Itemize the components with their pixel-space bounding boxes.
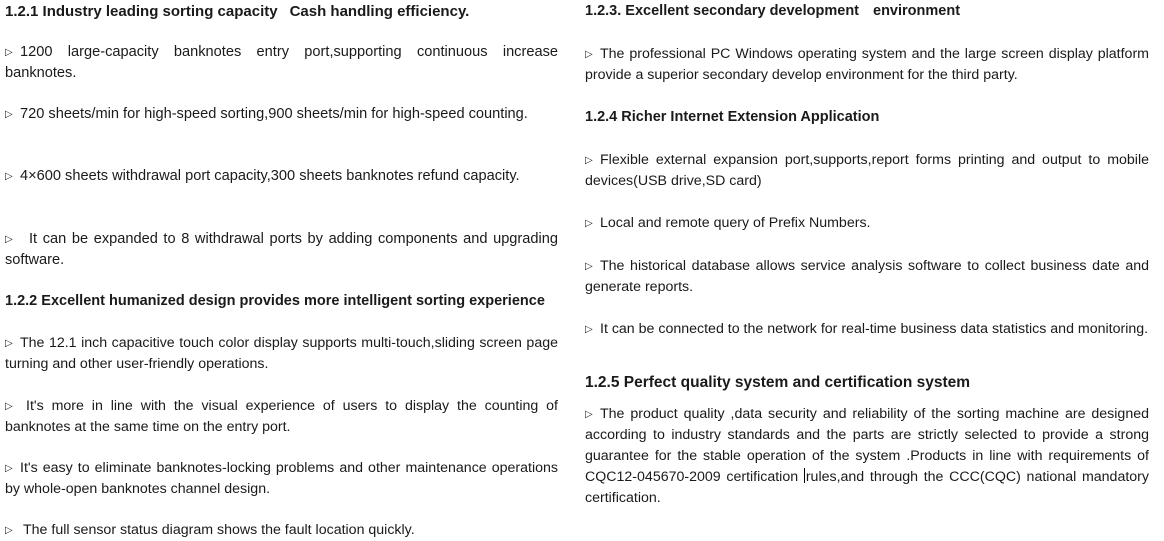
paragraph-text: Local and remote query of Prefix Numbers. [600,215,871,231]
paragraph-text: 4×600 sheets withdrawal port capacity,300 sheets banknotes refund capacity. [20,168,520,184]
heading-text: 1.2.3. Excellent secondary development [585,3,860,19]
bullet-paragraph [5,333,558,375]
paragraph-text: The professional PC Windows operating system and the large screen display platform provide a superior secondary develop environment for the third party. [585,46,1149,83]
triangle-right-outline-icon: ▷ [5,401,13,412]
heading-text-continuation: Cash handling efficiency. [289,3,470,20]
section-heading-1-2-5: 1.2.5 Perfect quality system and certification system [585,374,971,391]
paragraph-text: 720 sheets/min for high-speed sorting,900 sheets/min for high-speed counting. [20,106,528,122]
bullet-paragraph [5,396,558,438]
triangle-right-outline-icon: ▷ [5,463,13,474]
triangle-right-outline-icon: ▷ [585,324,593,335]
triangle-right-outline-icon: ▷ [585,261,593,272]
paragraph-text: 1200 large-capacity banknotes entry port,supporting continuous increase banknotes. [5,44,558,81]
paragraph-text: It can be expanded to 8 withdrawal ports by adding components and upgrading software. [5,231,558,268]
bullet-paragraph [585,319,1149,340]
paragraph-text-continuation: rules,and through the CCC(CQC) national mandatory certification. [585,469,1149,506]
bullet-paragraph [5,104,558,125]
paragraph-text: The 12.1 inch capacitive touch color display supports multi-touch,sliding screen page turning and other user-friendly operations. [5,335,558,372]
heading-text-continuation: environment [873,3,961,19]
bullet-paragraph [585,44,1149,86]
triangle-right-outline-icon: ▷ [5,525,13,536]
paragraph-text: It's more in line with the visual experience of users to display the counting of banknotes at the same time on the entry port. [5,398,558,435]
triangle-right-outline-icon: ▷ [585,155,593,166]
triangle-right-outline-icon: ▷ [5,109,13,120]
triangle-right-outline-icon: ▷ [585,49,593,60]
text-cursor [804,468,805,483]
section-heading-1-2-2: 1.2.2 Excellent humanized design provides more intelligent sorting experience [5,293,545,309]
bullet-paragraph [585,213,1149,234]
triangle-right-outline-icon: ▷ [5,47,13,58]
triangle-right-outline-icon: ▷ [585,409,593,420]
paragraph-text: The full sensor status diagram shows the fault location quickly. [23,522,415,538]
bullet-paragraph [5,229,558,271]
paragraph-text: It's easy to eliminate banknotes-locking problems and other maintenance operations by whole-open banknotes channel design. [5,460,558,497]
triangle-right-outline-icon: ▷ [5,234,13,245]
paragraph-text: The historical database allows service analysis software to collect business date and generate reports. [585,258,1149,295]
triangle-right-outline-icon: ▷ [585,218,593,229]
section-heading-1-2-4: 1.2.4 Richer Internet Extension Application [585,109,880,125]
heading-text: 1.2.1 Industry leading sorting capacity [5,3,278,20]
bullet-paragraph [585,404,1149,509]
paragraph-text: Flexible external expansion port,supports,report forms printing and output to mobile devices(USB drive,SD card) [585,152,1149,189]
paragraph-text: The product quality ,data security and reliability of the sorting machine are designed according to industry standards and the parts are strictly selected to provide a strong guarantee for the stable operation of the system .Products in line with requirements of CQC12-045670-2009 certification [585,406,1149,485]
triangle-right-outline-icon: ▷ [5,338,13,349]
triangle-right-outline-icon: ▷ [5,171,13,182]
bullet-paragraph [5,42,558,84]
bullet-paragraph [5,458,558,500]
section-heading-1-2-1 [5,1,558,22]
bullet-paragraph [585,256,1149,298]
bullet-paragraph [5,166,558,187]
section-heading-1-2-3 [585,1,1149,22]
paragraph-text: It can be connected to the network for real-time business data statistics and monitoring. [600,321,1149,337]
bullet-paragraph [5,520,558,541]
bullet-paragraph [585,150,1149,192]
